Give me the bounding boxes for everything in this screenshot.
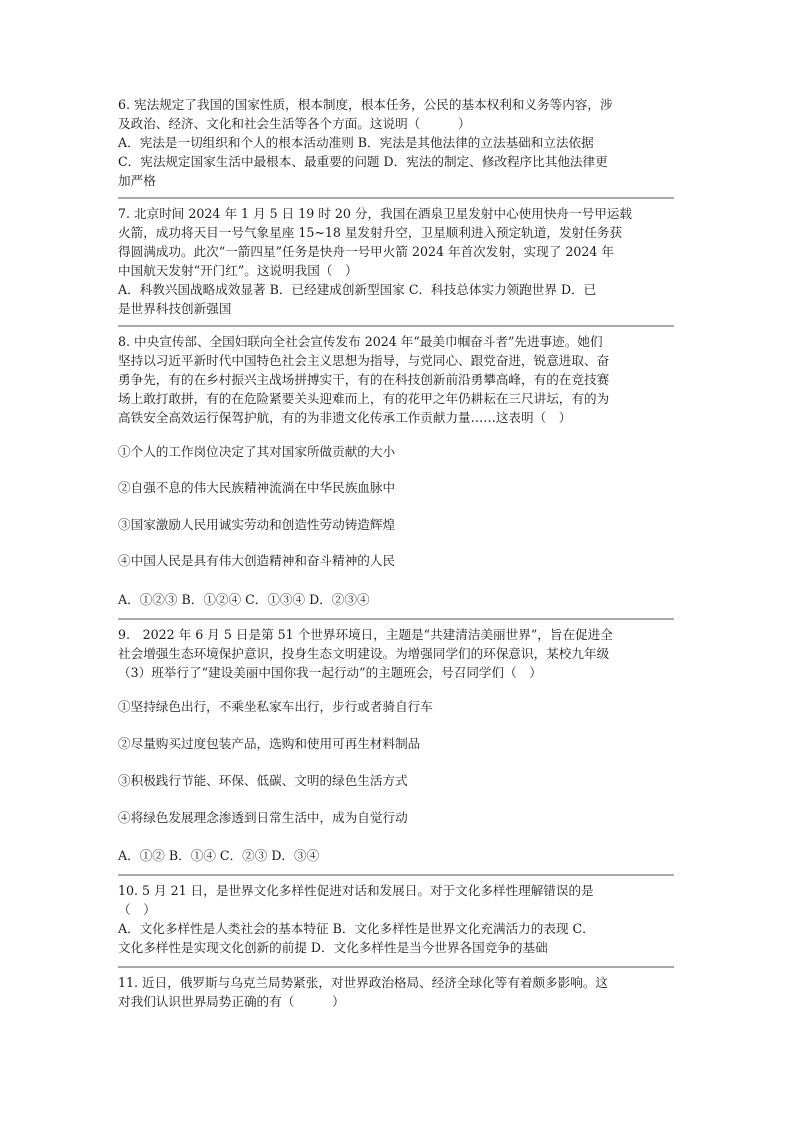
option-statement: ③积极践行节能、环保、低碳、文明的绿色生活方式 [118,773,408,788]
question-8-line: 坚持以习近平新时代中国特色社会主义思想为指导，与党同心、跟党奋进，锐意进取、奋 [118,353,610,368]
question-9 [118,625,673,682]
question-7-line: 是世界科技创新强国 [118,301,232,316]
divider [118,197,674,199]
question-11-line: 对我们认识世界局势正确的有（ ） [118,994,345,1009]
divider [118,618,674,620]
question-10-line: 10. 5 月 21 日，是世界文化多样性促进对话和发展日。对于文化多样性理解错误的是 [118,883,594,898]
answer-choices: A．①②③ B．①②④ C．①③④ D．②③④ [118,592,370,607]
divider [118,966,674,968]
question-9-option-1 [118,697,673,716]
question-9-option-3 [118,771,673,790]
question-7-line: 得圆满成功。此次“一箭四星”任务是快舟一号甲火箭 2024 年首次发射，实现了 2024 年 [118,244,614,259]
question-11 [118,973,673,1011]
question-6-line: C．宪法规定国家生活中最根本、最重要的问题 D．宪法的制定、修改程序比其他法律更 [118,154,608,169]
question-9-line: 社会增强生态环境保护意识，投身生态文明建设。为增强同学们的环保意识，某校九年级 [118,646,610,661]
question-10-line: （ ） [118,902,156,917]
divider [118,874,674,876]
option-statement: ④中国人民是具有伟大创造精神和奋斗精神的人民 [118,553,396,568]
question-8-line: 8. 中央宣传部、全国妇联向全社会宣传发布 2024 年“最美巾帼奋斗者”先进事迹。她们 [118,334,603,349]
option-statement: ②自强不息的伟大民族精神流淌在中华民族血脉中 [118,480,396,495]
divider [118,325,674,327]
question-9-option-4 [118,808,673,827]
question-7-line: 中国航天发射“开门红”。这说明我国（ ） [118,263,358,278]
question-8-option-1 [118,442,673,461]
question-7 [118,204,673,318]
option-statement: ④将绿色发展理念渗透到日常生活中，成为自觉行动 [118,810,408,825]
option-statement: ③国家激励人民用诚实劳动和创造性劳动铸造辉煌 [118,517,396,532]
question-6 [118,95,673,190]
question-8-answers [118,590,673,609]
question-8-option-4 [118,551,673,570]
question-10-line: 文化多样性是实现文化创新的前提 D．文化多样性是当今世界各国竞争的基础 [118,940,548,955]
question-11-line: 11. 近日，俄罗斯与乌克兰局势紧张，对世界政治格局、经济全球化等有着颇多影响。这 [118,975,609,990]
answer-choices: A．①② B．①④ C．②③ D．③④ [118,848,320,863]
option-statement: ②尽量购买过度包装产品，选购和使用可再生材料制品 [118,736,421,751]
question-6-line: 6. 宪法规定了我国的国家性质，根本制度，根本任务，公民的基本权利和义务等内容，涉 [118,97,613,112]
question-6-line: A．宪法是一切组织和个人的根本活动准则 B．宪法是其他法律的立法基础和立法依据 [118,135,594,150]
question-10 [118,881,673,957]
question-9-line: （3）班举行了“建设美丽中国你我一起行动”的主题班会，号召同学们（ ） [118,665,542,680]
question-7-line: A．科教兴国战略成效显著 B．已经建成创新型国家 C．科技总体实力领跑世界 D．已 [118,282,597,297]
question-8-option-2 [118,478,673,497]
question-9-answers [118,846,673,865]
option-statement: ①个人的工作岗位决定了其对国家所做贡献的大小 [118,444,396,459]
question-7-line: 火箭，成功将天目一号气象星座 15~18 星发射升空，卫星顺利进入预定轨道，发射任务获 [118,225,622,240]
question-8 [118,332,673,427]
option-statement: ①坚持绿色出行，不乘坐私家车出行，步行或者骑自行车 [118,699,433,714]
question-10-line: A．文化多样性是人类社会的基本特征 B．文化多样性是世界文化充满活力的表现 C． [118,921,595,936]
question-8-option-3 [118,515,673,534]
question-9-line: 9. 2022 年 6 月 5 日是第 51 个世界环境日，主题是“共建清洁美丽世界”，旨在促进全 [118,627,613,642]
question-8-line: 高铁安全高效运行保驾护航，有的为非遗文化传承工作贡献力量……这表明（ ） [118,410,572,425]
question-7-line: 7. 北京时间 2024 年 1 月 5 日 19 时 20 分，我国在酒泉卫星发射中心使用快舟一号甲运载 [118,206,632,221]
question-6-line: 及政治、经济、文化和社会生活等各个方面。这说明（ ） [118,116,471,131]
question-8-line: 场上敢打敢拼，有的在危险紧要关头迎难而上，有的花甲之年仍耕耘在三尺讲坛，有的为 [118,391,610,406]
question-6-line: 加严格 [118,173,156,188]
question-8-line: 勇争先，有的在乡村振兴主战场拼搏实干，有的在科技创新前沿勇攀高峰，有的在竞技赛 [118,372,610,387]
question-9-option-2 [118,734,673,753]
